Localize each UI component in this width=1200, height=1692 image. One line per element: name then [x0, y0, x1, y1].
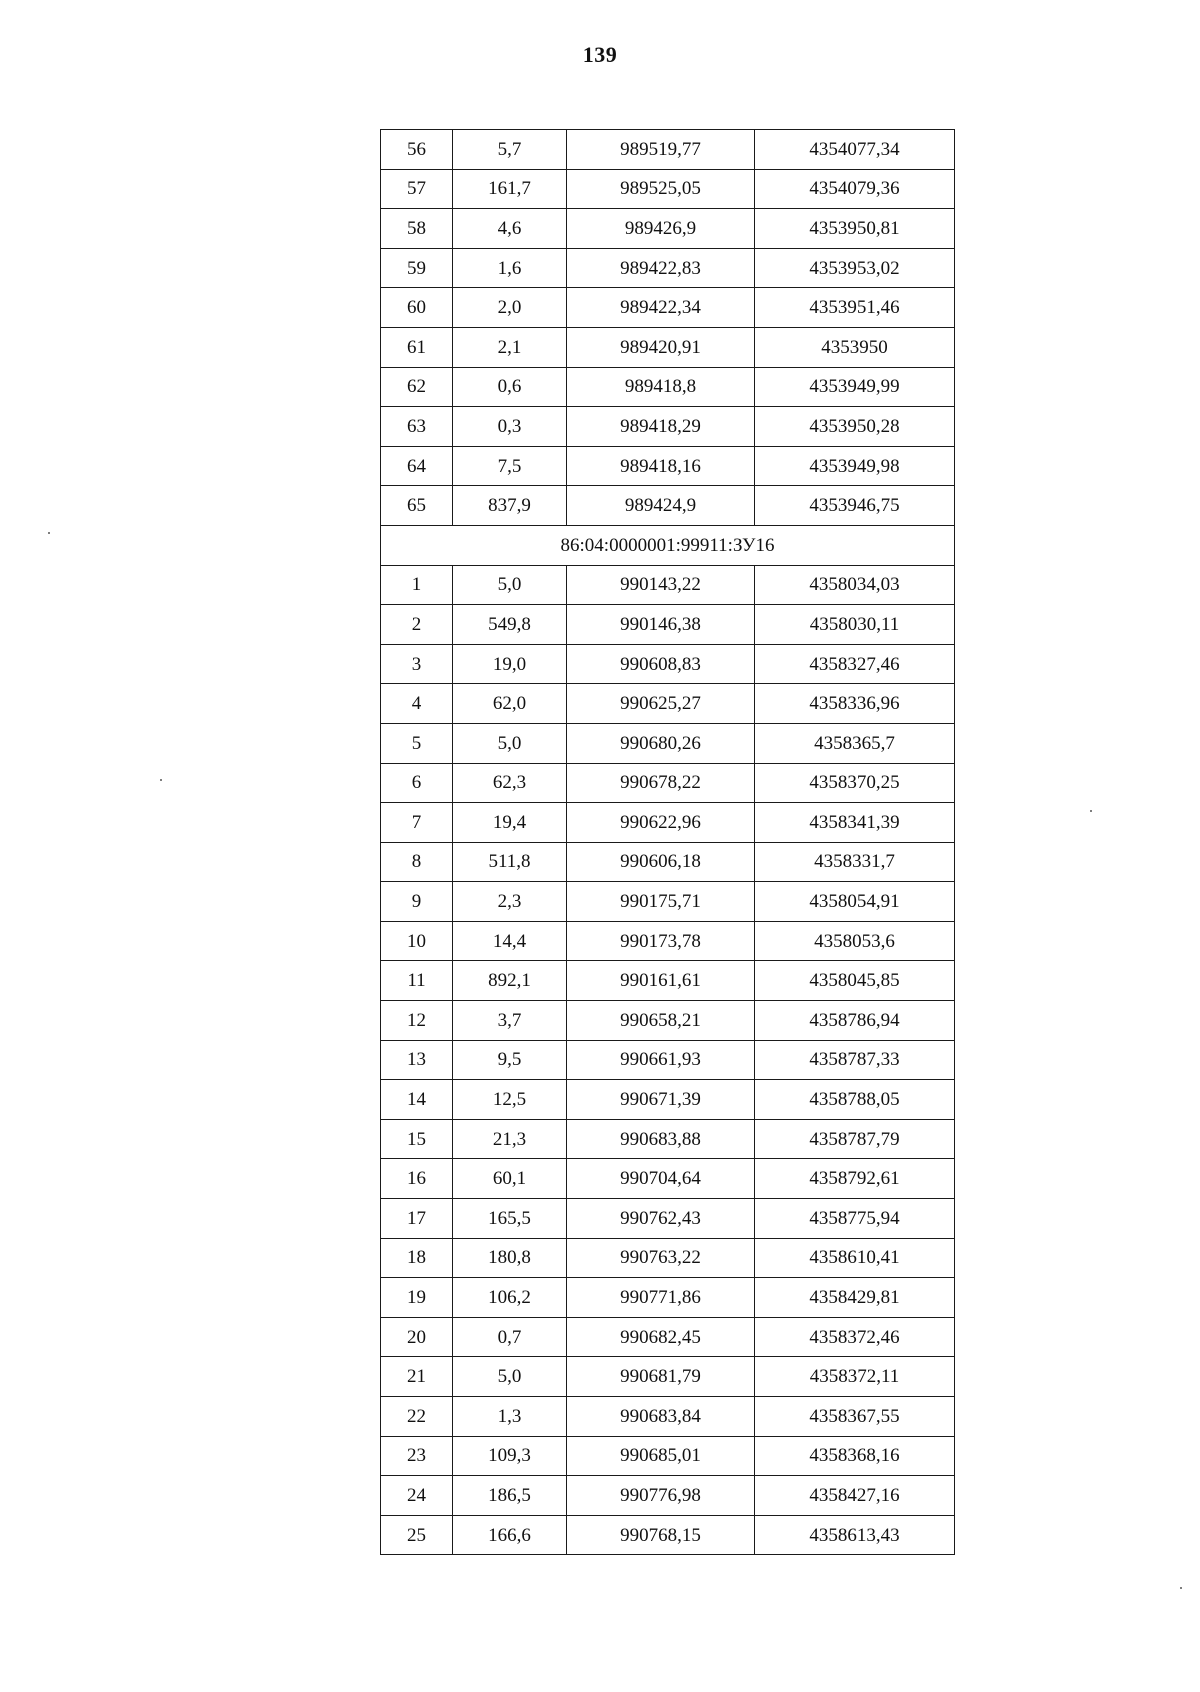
- length-cell: 180,8: [453, 1238, 567, 1278]
- y-coordinate-cell: 4353953,02: [755, 248, 955, 288]
- table-row: [381, 327, 955, 367]
- length-cell: 549,8: [453, 605, 567, 645]
- table-row: [381, 169, 955, 209]
- x-coordinate-cell: 990771,86: [567, 1278, 755, 1318]
- length-cell: 166,6: [453, 1515, 567, 1555]
- y-coordinate-cell: 4358787,79: [755, 1119, 955, 1159]
- length-cell: 19,0: [453, 644, 567, 684]
- table-row: [381, 1159, 955, 1199]
- table-row: [381, 1476, 955, 1516]
- y-coordinate-cell: 4358370,25: [755, 763, 955, 803]
- x-coordinate-cell: 989418,29: [567, 407, 755, 447]
- point-number-cell: 57: [381, 169, 453, 209]
- point-number-cell: 63: [381, 407, 453, 447]
- point-number-cell: 56: [381, 130, 453, 170]
- table-row: [381, 288, 955, 328]
- y-coordinate-cell: 4358613,43: [755, 1515, 955, 1555]
- length-cell: 5,0: [453, 565, 567, 605]
- x-coordinate-cell: 990683,84: [567, 1397, 755, 1437]
- x-coordinate-cell: 990680,26: [567, 723, 755, 763]
- point-number-cell: 12: [381, 1001, 453, 1041]
- x-coordinate-cell: 990608,83: [567, 644, 755, 684]
- point-number-cell: 60: [381, 288, 453, 328]
- length-cell: 60,1: [453, 1159, 567, 1199]
- scan-speck: [160, 779, 162, 781]
- point-number-cell: 7: [381, 803, 453, 843]
- point-number-cell: 59: [381, 248, 453, 288]
- table-row: [381, 763, 955, 803]
- x-coordinate-cell: 989519,77: [567, 130, 755, 170]
- x-coordinate-cell: 990625,27: [567, 684, 755, 724]
- x-coordinate-cell: 990175,71: [567, 882, 755, 922]
- point-number-cell: 8: [381, 842, 453, 882]
- point-number-cell: 11: [381, 961, 453, 1001]
- length-cell: 165,5: [453, 1199, 567, 1239]
- point-number-cell: 21: [381, 1357, 453, 1397]
- point-number-cell: 65: [381, 486, 453, 526]
- point-number-cell: 16: [381, 1159, 453, 1199]
- length-cell: 2,1: [453, 327, 567, 367]
- table-row: [381, 1436, 955, 1476]
- x-coordinate-cell: 989418,16: [567, 446, 755, 486]
- length-cell: 1,6: [453, 248, 567, 288]
- y-coordinate-cell: 4353946,75: [755, 486, 955, 526]
- point-number-cell: 9: [381, 882, 453, 922]
- x-coordinate-cell: 990658,21: [567, 1001, 755, 1041]
- x-coordinate-cell: 989525,05: [567, 169, 755, 209]
- length-cell: 511,8: [453, 842, 567, 882]
- length-cell: 161,7: [453, 169, 567, 209]
- point-number-cell: 22: [381, 1397, 453, 1437]
- length-cell: 62,3: [453, 763, 567, 803]
- x-coordinate-cell: 990671,39: [567, 1080, 755, 1120]
- point-number-cell: 19: [381, 1278, 453, 1318]
- section-header-row: [381, 525, 955, 565]
- length-cell: 19,4: [453, 803, 567, 843]
- scan-speck: [48, 532, 50, 534]
- y-coordinate-cell: 4358610,41: [755, 1238, 955, 1278]
- point-number-cell: 15: [381, 1119, 453, 1159]
- x-coordinate-cell: 990606,18: [567, 842, 755, 882]
- point-number-cell: 24: [381, 1476, 453, 1516]
- scan-speck: [1090, 810, 1092, 812]
- point-number-cell: 18: [381, 1238, 453, 1278]
- y-coordinate-cell: 4358365,7: [755, 723, 955, 763]
- y-coordinate-cell: 4358045,85: [755, 961, 955, 1001]
- point-number-cell: 61: [381, 327, 453, 367]
- table-row: [381, 565, 955, 605]
- y-coordinate-cell: 4358368,16: [755, 1436, 955, 1476]
- y-coordinate-cell: 4358787,33: [755, 1040, 955, 1080]
- y-coordinate-cell: 4353950: [755, 327, 955, 367]
- length-cell: 837,9: [453, 486, 567, 526]
- y-coordinate-cell: 4358792,61: [755, 1159, 955, 1199]
- point-number-cell: 58: [381, 209, 453, 249]
- x-coordinate-cell: 990173,78: [567, 921, 755, 961]
- table-row: [381, 1040, 955, 1080]
- y-coordinate-cell: 4358429,81: [755, 1278, 955, 1318]
- table-row: [381, 486, 955, 526]
- point-number-cell: 4: [381, 684, 453, 724]
- point-number-cell: 13: [381, 1040, 453, 1080]
- length-cell: 14,4: [453, 921, 567, 961]
- y-coordinate-cell: 4358327,46: [755, 644, 955, 684]
- length-cell: 0,7: [453, 1317, 567, 1357]
- y-coordinate-cell: 4353951,46: [755, 288, 955, 328]
- y-coordinate-cell: 4358053,6: [755, 921, 955, 961]
- y-coordinate-cell: 4358030,11: [755, 605, 955, 645]
- x-coordinate-cell: 990685,01: [567, 1436, 755, 1476]
- x-coordinate-cell: 989420,91: [567, 327, 755, 367]
- x-coordinate-cell: 990682,45: [567, 1317, 755, 1357]
- length-cell: 62,0: [453, 684, 567, 724]
- table-row: [381, 1278, 955, 1318]
- x-coordinate-cell: 990776,98: [567, 1476, 755, 1516]
- length-cell: 4,6: [453, 209, 567, 249]
- table-row: [381, 1080, 955, 1120]
- point-number-cell: 5: [381, 723, 453, 763]
- x-coordinate-cell: 990762,43: [567, 1199, 755, 1239]
- point-number-cell: 10: [381, 921, 453, 961]
- point-number-cell: 23: [381, 1436, 453, 1476]
- x-coordinate-cell: 990683,88: [567, 1119, 755, 1159]
- length-cell: 892,1: [453, 961, 567, 1001]
- x-coordinate-cell: 989418,8: [567, 367, 755, 407]
- y-coordinate-cell: 4358372,11: [755, 1357, 955, 1397]
- table-row: [381, 407, 955, 447]
- coordinates-table: [380, 129, 955, 1555]
- table-row: [381, 644, 955, 684]
- length-cell: 21,3: [453, 1119, 567, 1159]
- table-row: [381, 1357, 955, 1397]
- length-cell: 1,3: [453, 1397, 567, 1437]
- y-coordinate-cell: 4354079,36: [755, 169, 955, 209]
- y-coordinate-cell: 4353949,98: [755, 446, 955, 486]
- table-row: [381, 1119, 955, 1159]
- length-cell: 2,0: [453, 288, 567, 328]
- page-number: 139: [582, 42, 618, 67]
- y-coordinate-cell: 4358775,94: [755, 1199, 955, 1239]
- point-number-cell: 3: [381, 644, 453, 684]
- length-cell: 0,6: [453, 367, 567, 407]
- y-coordinate-cell: 4353950,81: [755, 209, 955, 249]
- length-cell: 3,7: [453, 1001, 567, 1041]
- table-row: [381, 446, 955, 486]
- length-cell: 109,3: [453, 1436, 567, 1476]
- length-cell: 106,2: [453, 1278, 567, 1318]
- scan-speck: [1180, 1587, 1182, 1589]
- y-coordinate-cell: 4353950,28: [755, 407, 955, 447]
- length-cell: 5,0: [453, 723, 567, 763]
- table-row: [381, 130, 955, 170]
- y-coordinate-cell: 4358054,91: [755, 882, 955, 922]
- x-coordinate-cell: 989422,34: [567, 288, 755, 328]
- length-cell: 5,0: [453, 1357, 567, 1397]
- point-number-cell: 25: [381, 1515, 453, 1555]
- table-row: [381, 1001, 955, 1041]
- x-coordinate-cell: 990681,79: [567, 1357, 755, 1397]
- table-row: [381, 842, 955, 882]
- table-row: [381, 803, 955, 843]
- table-row: [381, 605, 955, 645]
- point-number-cell: 17: [381, 1199, 453, 1239]
- point-number-cell: 64: [381, 446, 453, 486]
- table-row: [381, 1238, 955, 1278]
- y-coordinate-cell: 4358034,03: [755, 565, 955, 605]
- length-cell: 7,5: [453, 446, 567, 486]
- point-number-cell: 62: [381, 367, 453, 407]
- table-row: [381, 1515, 955, 1555]
- table-row: [381, 248, 955, 288]
- x-coordinate-cell: 990768,15: [567, 1515, 755, 1555]
- point-number-cell: 2: [381, 605, 453, 645]
- cadastral-number: 86:04:0000001:99911:ЗУ16: [381, 525, 955, 565]
- x-coordinate-cell: 989424,9: [567, 486, 755, 526]
- y-coordinate-cell: 4358788,05: [755, 1080, 955, 1120]
- point-number-cell: 20: [381, 1317, 453, 1357]
- table-row: [381, 961, 955, 1001]
- x-coordinate-cell: 989422,83: [567, 248, 755, 288]
- coordinates-table-body: [381, 130, 955, 1555]
- x-coordinate-cell: 990143,22: [567, 565, 755, 605]
- x-coordinate-cell: 990704,64: [567, 1159, 755, 1199]
- y-coordinate-cell: 4358786,94: [755, 1001, 955, 1041]
- x-coordinate-cell: 990763,22: [567, 1238, 755, 1278]
- length-cell: 12,5: [453, 1080, 567, 1120]
- table-row: [381, 921, 955, 961]
- x-coordinate-cell: 990161,61: [567, 961, 755, 1001]
- length-cell: 5,7: [453, 130, 567, 170]
- x-coordinate-cell: 990146,38: [567, 605, 755, 645]
- table-row: [381, 723, 955, 763]
- x-coordinate-cell: 989426,9: [567, 209, 755, 249]
- x-coordinate-cell: 990622,96: [567, 803, 755, 843]
- point-number-cell: 6: [381, 763, 453, 803]
- y-coordinate-cell: 4358372,46: [755, 1317, 955, 1357]
- table-row: [381, 882, 955, 922]
- table-row: [381, 209, 955, 249]
- x-coordinate-cell: 990678,22: [567, 763, 755, 803]
- length-cell: 9,5: [453, 1040, 567, 1080]
- y-coordinate-cell: 4358336,96: [755, 684, 955, 724]
- y-coordinate-cell: 4358367,55: [755, 1397, 955, 1437]
- y-coordinate-cell: 4358427,16: [755, 1476, 955, 1516]
- y-coordinate-cell: 4353949,99: [755, 367, 955, 407]
- length-cell: 0,3: [453, 407, 567, 447]
- y-coordinate-cell: 4358341,39: [755, 803, 955, 843]
- point-number-cell: 14: [381, 1080, 453, 1120]
- y-coordinate-cell: 4354077,34: [755, 130, 955, 170]
- table-row: [381, 684, 955, 724]
- y-coordinate-cell: 4358331,7: [755, 842, 955, 882]
- table-row: [381, 1397, 955, 1437]
- point-number-cell: 1: [381, 565, 453, 605]
- length-cell: 2,3: [453, 882, 567, 922]
- table-row: [381, 1199, 955, 1239]
- table-row: [381, 367, 955, 407]
- table-row: [381, 1317, 955, 1357]
- length-cell: 186,5: [453, 1476, 567, 1516]
- x-coordinate-cell: 990661,93: [567, 1040, 755, 1080]
